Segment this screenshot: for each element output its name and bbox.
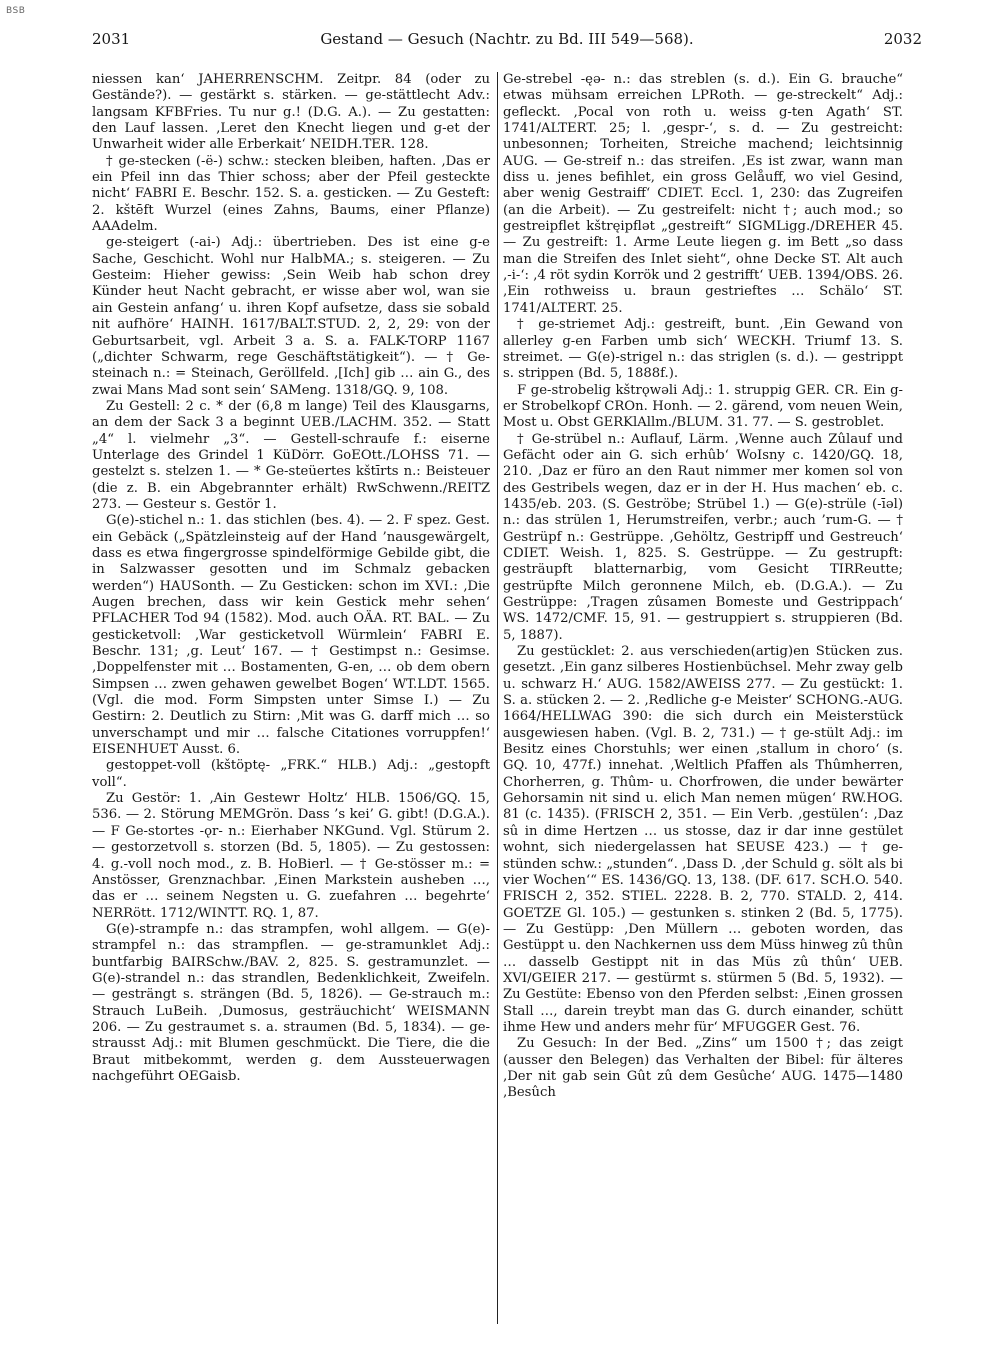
entry-paragraph: niessen kan‘ JAHERRENSCHM. Zeitpr. 84 (oder zu Gestände?). — gestärkt s. stärken. — ge-stättlecht Adv.: langsam KFBFries. Tu nur g.! (D.G. A.). — Zu gestatten: den Lauf lassen. ‚Leret den Knecht liegen und g-et der Unwarheit wider alle Erberkait‘ NEIDH.TER. 128. [92, 72, 490, 153]
entry-paragraph: † ge-striemet Adj.: gestreift, bunt. ‚Ein Gewand von allerley g-en Farben umb sich‘ WECKH. Triumf 13. S. streimet. — G(e)-strigel n.: das striglen (s. d.). — gestrippt s. strippen (Bd. 5, 1888f.). [503, 317, 903, 382]
entry-paragraph: gestoppet-voll (kštöptę- „FRK.“ HLB.) Adj.: „gestopft voll“. [92, 758, 490, 790]
entry-paragraph: Zu gestücklet: 2. aus verschieden(artig)en Stücken zus. gesetzt. ‚Ein ganz silberes Hostienbüchsel. Mehr zway gelb u. schwarz H.‘ AUG. 1582/AWEISS 277. — Zu gestückt: 1. S. a. stücken 2. — 2. ‚Redliche g-e Meister‘ SCHONG.-AUG. 1664/HELLWAG 390: die sich durch ein Meisterstück ausgewiesen haben. (Vgl. B. 2, 731.) — † ge-stült Adj.: im Besitz eines Chorstuhls; wer einen ‚stallum in choro‘ (s. GQ. 10, 477f.) innehat. ‚Weltlich Pfaffen als Thûmherren, Chorherren, g. Thûm- u. Chorfrowen, die under bewärter Gehorsamin nit sind u. elich Man nemen mügen‘ RW.HOG. 81 (c. 1435). (FRISCH 2, 351. — Ein Verb. ‚gestülen‘: ‚Daz sû in dime Hertzen … us stosse, daz ir dar inne gestület wohnt, sich niedergelassen hat SEUSE 423.) — † ge-stünden schw.: „stunden“. ‚Dass D. ‚der Schuld g. sölt als bi vier Wochen‘“ ES. 1436/GQ. 13, 138. (DF. 617. SCH.O. 540. FRISCH 2, 352. STIEL. 2228. B. 2, 770. STALD. 2, 414. GOETZE Gl. 105.) — gestunken s. stinken 2 (Bd. 5, 1775). — Zu Gestüpp: ‚Den Müllern … geboten worden, das Gestüppt u. den Nachkernen uss dem Müss hinweg zû thûn … dasselb Gestippt nit in das Müs zû thûn‘ UEB. XVI/GEIER 217. — gestürmt s. stürmen 5 (Bd. 5, 1932). — Zu Gestüte: Ebenso von den Pferden selbst: ‚Einen grossen Stall …, darein treybt man das G. durch einander, schütt ihme Hew und anders mehr für‘ MFUGGER Gest. 76. [503, 644, 903, 1035]
column-divider [497, 72, 498, 1324]
page-number-left: 2031 [92, 30, 131, 48]
page-number-right: 2032 [883, 30, 922, 48]
entry-paragraph: Ge-strebel -ęǝ- n.: das streblen (s. d.). Ein G. brauche“ etwas mühsam erreichen LPRoth. — ge-streckelt“ Adj.: gefleckt. ‚Pocal von roth u. weiss g-ten Agath‘ ST. 1741/ALTERT. 25; l. ‚gespr-‘, s. d. — Zu gestreicht: unbesonnen; Torheiten, Streiche machend; leichtsinnig AUG. — Ge-streif n.: das streifen. ‚Es ist zwar, wann man diss u. jenes befihlet, ein gross Gelåuff, wo viel Gesind, aber wenig Gestraiff‘ CDIET. Eccl. 1, 230: das Zugreifen (an die Arbeit). — Zu gestreifelt: nicht †; auch mod.; so gestreipflet kštręipflǝt „gestreift“ SIGMLigg./DREHER 45. — Zu gestreift: 1. Arme Leute liegen g. im Bett „so dass man die Streifen des Inlet sieht“, ohne Decke ST. Alt auch ‚-i-‘: ‚4 röt sydin Korrök und 2 gestrifft‘ UEB. 1394/OBS. 26. ‚Ein rothweiss u. braun gestrieftes … Schälo‘ ST. 1741/ALTERT. 25. [503, 72, 903, 316]
left-column [92, 72, 490, 1085]
entry-paragraph: G(e)-strampfe n.: das strampfen, wohl allgem. — G(e)-strampfel n.: das strampflen. — ge-stramunklet Adj.: buntfarbig BAIRSchw./BAV. 2, 825. S. gestramunzlet. — G(e)-strandel n.: das strandlen, Bedenklichkeit, Zweifeln. — gesträngt s. strängen (Bd. 5, 1826). — Ge-strauch m.: Strauch LuBeih. ‚Dumosus, gesträuchicht‘ WEISMANN 206. — Zu gestraumet s. a. straumen (Bd. 5, 1834). — ge-strausst Adj.: mit Blumen geschmückt. Die Tiere, die die Braut mitbekommt, werden g. dem Aussteuerwagen nachgeführt OEGaisb. [92, 921, 490, 1084]
running-title: Gestand — Gesuch (Nachtr. zu Bd. III 549—568). [320, 30, 694, 48]
entry-paragraph: F ge-strobelig kštrǫwǝli Adj.: 1. struppig GER. CR. Ein g-er Strobelkopf CROn. Honh. — 2. gärend, vom neuen Wein, Most u. Obst GERKlAllm./BLUM. 31. 77. — S. gestroblet. [503, 382, 903, 431]
right-column [503, 72, 903, 1102]
entry-paragraph: † Ge-strübel n.: Auflauf, Lärm. ‚Wenne auch Zûlauf und Gefächt oder ain G. sich erhûb‘ WoIsny c. 1420/GQ. 18, 210. ‚Daz er füro an den Raut nimmer mer komen sol von des Gestribels wegen, daz er in der H. Hus machen‘ eb. c. 1435/eb. 203. (S. Geströbe; Strübel 1.) — G(e)-strüle (-īǝl) n.: das strülen 1, Herumstreifen, verbr.; auch ’rum-G. — † Gestrüpf n.: Gestrüppe. ‚Gehöltz, Gestripff und Gestreuch‘ CDIET. Weish. 1, 825. S. Gestrüppe. — Zu gestrupft: gesträupft blatternarbig, vom Gesicht TIRReutte; gestrüpfte Milch geronnene Milch, eb. (D.G.A.). — Zu Gestrüppe: ‚Tragen zûsamen Bomeste und Gestrippach‘ WS. 1472/CMF. 15, 91. — gestruppiert s. struppieren (Bd. 5, 1887). [503, 431, 903, 643]
entry-paragraph: Zu Gestell: 2 c. * der (6,8 m lange) Teil des Klausgarns, an dem der Sack 3 a beginnt UEB./LACHM. 352. — Statt „4“ l. vielmehr „3“. — Gestell-schraufe f.: eiserne Unterlage des Grindel 1 KüDörr. GoEOtt./LOHSS 71. — gestelzt s. stelzen 1. — * Ge-steüertes kštīrts n.: Beisteuer (die z. B. ein Abgebrannter erhält) RwSchwenn./REITZ 273. — Gesteur s. Gestör 1. [92, 398, 490, 512]
entry-paragraph: ge-steigert (-ai-) Adj.: übertrieben. Des ist eine g-e Sache, Geschicht. Wohl nur HalbMA.; s. steigeren. — Zu Gesteim: Hieher gewiss: ‚Sein Weib hab schon drey Künder heut Nacht gebracht, er wisse aber wol, wan sie ain Gestein anfang‘ u. ihren Kopf aufsetze, dass sie sobald nit aufhöre‘ HAINH. 1617/BALT.STUD. 2, 2, 29: von der Geburtsarbeit, vgl. Arbeit 3 a. S. a. FALK-TORP 1167 („dichter Schwarm, rege Geschäftstätigkeit“). — † Ge-steinach n.: = Steinach, Geröllfeld. ‚[Ich] gib … ain G., des zwai Mans Mad sont sein‘ SAMeng. 1318/GQ. 9, 108. [92, 235, 490, 398]
entry-paragraph: † ge-stecken (-ë-) schw.: stecken bleiben, haften. ‚Das er ein Pfeil inn das Thier schoss; aber der Pfeil gesteckte nicht‘ FABRI E. Beschr. 152. S. a. gesticken. — Zu Gesteft: 2. kštēft Wurzel (eines Zahns, Baums, einer Pflanze) AAAdelm. [92, 153, 490, 235]
entry-paragraph: Zu Gestör: 1. ‚Ain Gestewr Holtz‘ HLB. 1506/GQ. 15, 536. — 2. Störung MEMGrön. Dass ’s kei’ G. gibt! (D.G.A.). — F Ge-stortes -ǫr- n.: Eierhaber NKGund. Vgl. Stürum 2. — gestorzetvoll s. storzen (Bd. 5, 1805). — Zu gestossen: 4. g.-voll noch mod., z. B. HoBierl. — † Ge-stösser m.: = Anstösser, Grenznachbar. ‚Einen Markstein ausheben …, das er … seinem Negsten u. G. zuefahren … begehrte‘ NERRött. 1712/WINTT. RQ. 1, 87. [92, 791, 490, 921]
entry-paragraph: Zu Gesuch: In der Bed. „Zins“ um 1500 †; das zeigt (ausser den Belegen) das Verhalten der Bibel: für älteres ‚Der nit gab sein Gût zû dem Gesûche‘ AUG. 1475—1480 ‚Besûch [503, 1036, 903, 1101]
library-stamp: BSB [6, 6, 26, 16]
entry-paragraph: G(e)-stichel n.: 1. das stichlen (bes. 4). — 2. F spez. Gest. ein Gebäck („Spätzleinsteig auf der Hand ’nausgewärgelt, dass es etwa fingergrosse spindelförmige Gebilde gibt, die in Salzwasser gesotten und im Schmalz gebacken werden“) HAUSonth. — Zu Gesticken: schon im XVI.: ‚Die Augen brechen, dass wir kein Gestick mehr sehen‘ PFLACHER Tod 94 (1582). Mod. auch OÄA. RT. BAL. — Zu gesticketvoll: ‚War gesticketvoll Würmlein‘ FABRI E. Beschr. 131; ‚g. Leut‘ 167. — † Gestimpst n.: Gesimse. ‚Doppelfenster mit … Bostamenten, G-en, … ob dem obern Simpsen … zwen gehawen gewelbet Bogen‘ WT.LDT. 1565. (Vgl. die mod. Form Simpsten unter Simse I.) — Zu Gestirn: 2. Deutlich zu Stirn: ‚Mit was G. darff mich … so unverschampt und mir … falsche Citationes vorruppfen!‘ EISENHUET Ausst. 6. [92, 513, 490, 758]
page-header [92, 30, 922, 56]
